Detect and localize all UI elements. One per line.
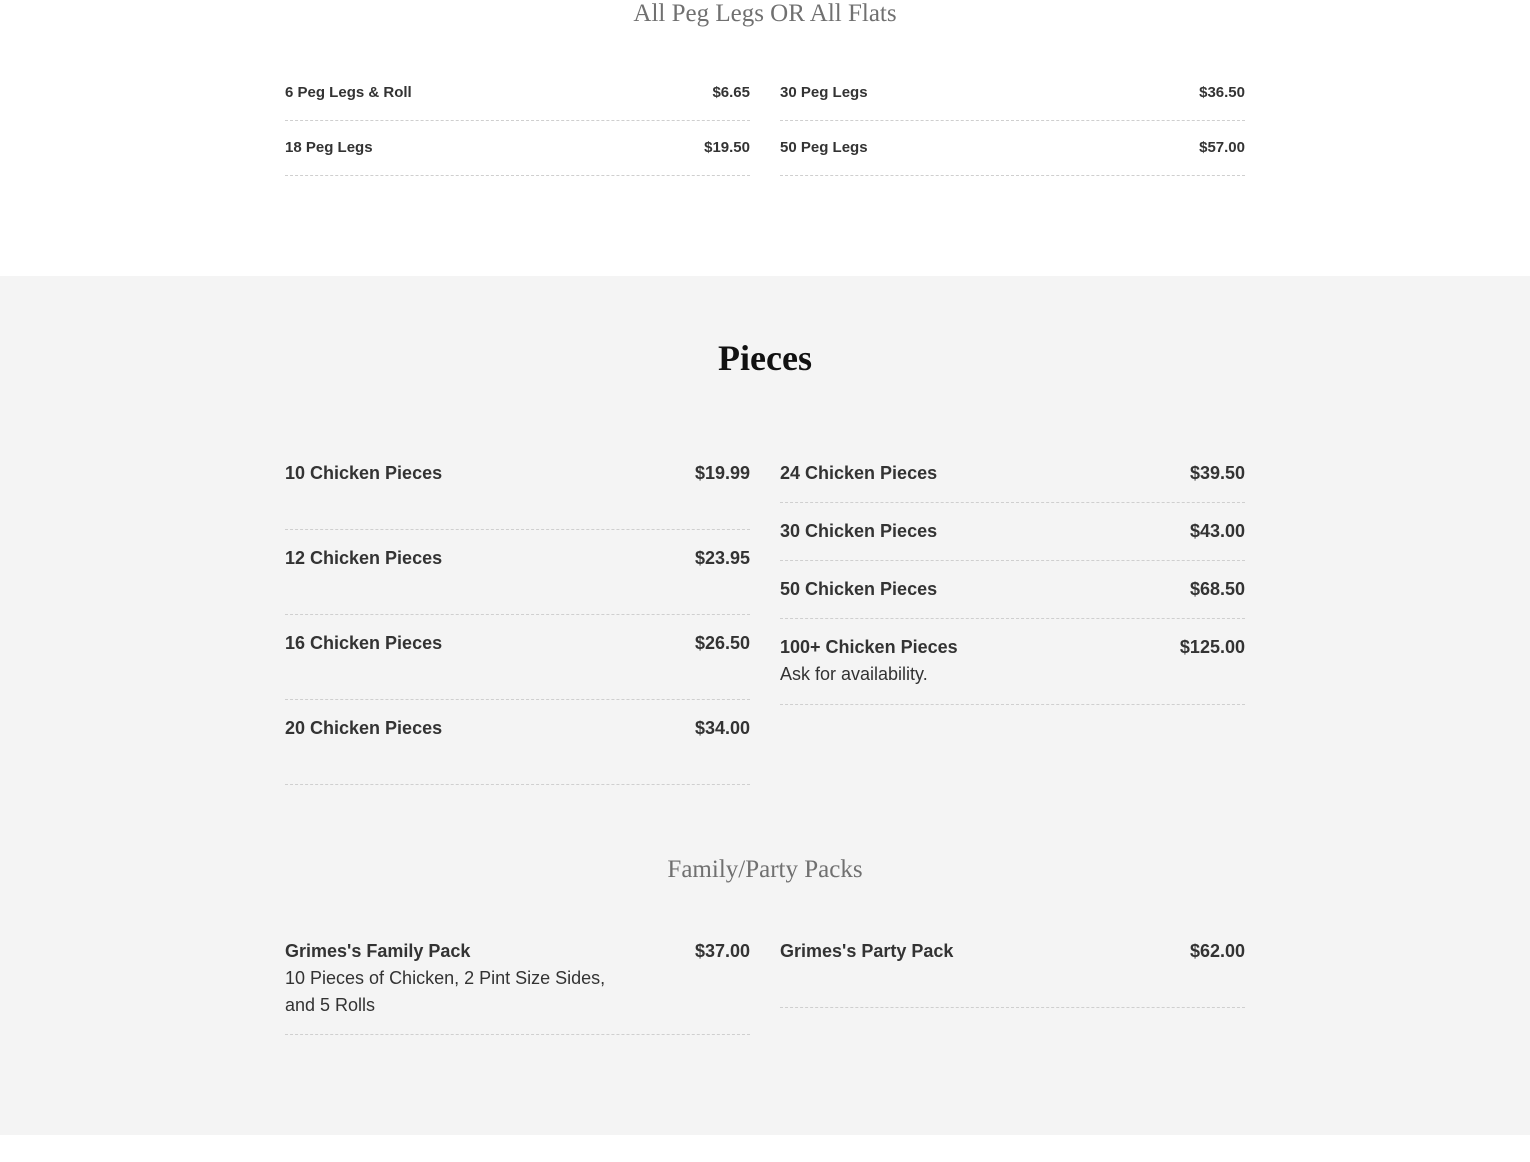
menu-item-name: Grimes's Family Pack <box>285 941 471 961</box>
pieces-left-column <box>285 445 750 785</box>
menu-item <box>285 530 750 615</box>
page-footer-strip <box>0 1135 1530 1162</box>
peg-legs-section <box>0 0 1530 276</box>
menu-item-name: 30 Peg Legs <box>780 84 868 101</box>
menu-item-price: $34.00 <box>694 718 750 738</box>
menu-item-description: Ask for availability. <box>780 664 928 684</box>
menu-item-price: $36.50 <box>1199 84 1245 101</box>
menu-item <box>780 66 1245 121</box>
menu-item-price: $37.00 <box>694 941 750 961</box>
menu-item <box>780 619 1245 705</box>
menu-item-name: 100+ Chicken Pieces <box>780 637 958 657</box>
menu-item <box>285 121 750 176</box>
menu-item <box>780 503 1245 561</box>
menu-item-description: 10 Pieces of Chicken, 2 Pint Size Sides, and 5 Rolls <box>285 968 606 1015</box>
menu-item-price: $6.65 <box>712 84 750 101</box>
menu-item-name: Grimes's Party Pack <box>780 941 954 961</box>
peg-legs-heading: All Peg Legs OR All Flats <box>633 0 897 27</box>
pieces-section <box>0 276 1530 1135</box>
menu-item <box>285 445 750 530</box>
menu-item-price: $43.00 <box>1189 521 1245 541</box>
menu-item <box>285 923 750 1035</box>
menu-item-price: $57.00 <box>1199 139 1245 156</box>
menu-item-name: 30 Chicken Pieces <box>780 521 938 541</box>
packs-left-column <box>285 923 750 1035</box>
peg-legs-left-column <box>285 66 750 176</box>
menu-item-name: 16 Chicken Pieces <box>285 633 443 653</box>
menu-item <box>780 445 1245 503</box>
packs-right-column <box>780 923 1245 1008</box>
menu-item-price: $23.95 <box>694 548 750 568</box>
menu-item-price: $26.50 <box>694 633 750 653</box>
menu-item-price: $125.00 <box>1179 637 1245 657</box>
pieces-title: Pieces <box>718 338 812 378</box>
menu-item-price: $19.50 <box>704 139 750 156</box>
menu-item-price: $39.50 <box>1189 463 1245 483</box>
menu-item-name: 50 Chicken Pieces <box>780 579 938 599</box>
menu-item-price: $68.50 <box>1189 579 1245 599</box>
menu-item-name: 20 Chicken Pieces <box>285 718 443 738</box>
menu-item-name: 10 Chicken Pieces <box>285 463 443 483</box>
menu-item-name: 24 Chicken Pieces <box>780 463 938 483</box>
menu-item-price: $62.00 <box>1189 941 1245 961</box>
peg-legs-right-column <box>780 66 1245 176</box>
menu-item-name: 18 Peg Legs <box>285 139 373 156</box>
pieces-right-column <box>780 445 1245 705</box>
menu-item <box>780 121 1245 176</box>
menu-item <box>285 66 750 121</box>
menu-item-price: $19.99 <box>694 463 750 483</box>
menu-item-name: 12 Chicken Pieces <box>285 548 443 568</box>
menu-item <box>780 923 1245 1008</box>
menu-item-name: 6 Peg Legs & Roll <box>285 84 412 101</box>
menu-item-name: 50 Peg Legs <box>780 139 868 156</box>
menu-item <box>285 615 750 700</box>
menu-item <box>780 561 1245 619</box>
packs-heading: Family/Party Packs <box>667 856 863 883</box>
menu-item <box>285 700 750 785</box>
